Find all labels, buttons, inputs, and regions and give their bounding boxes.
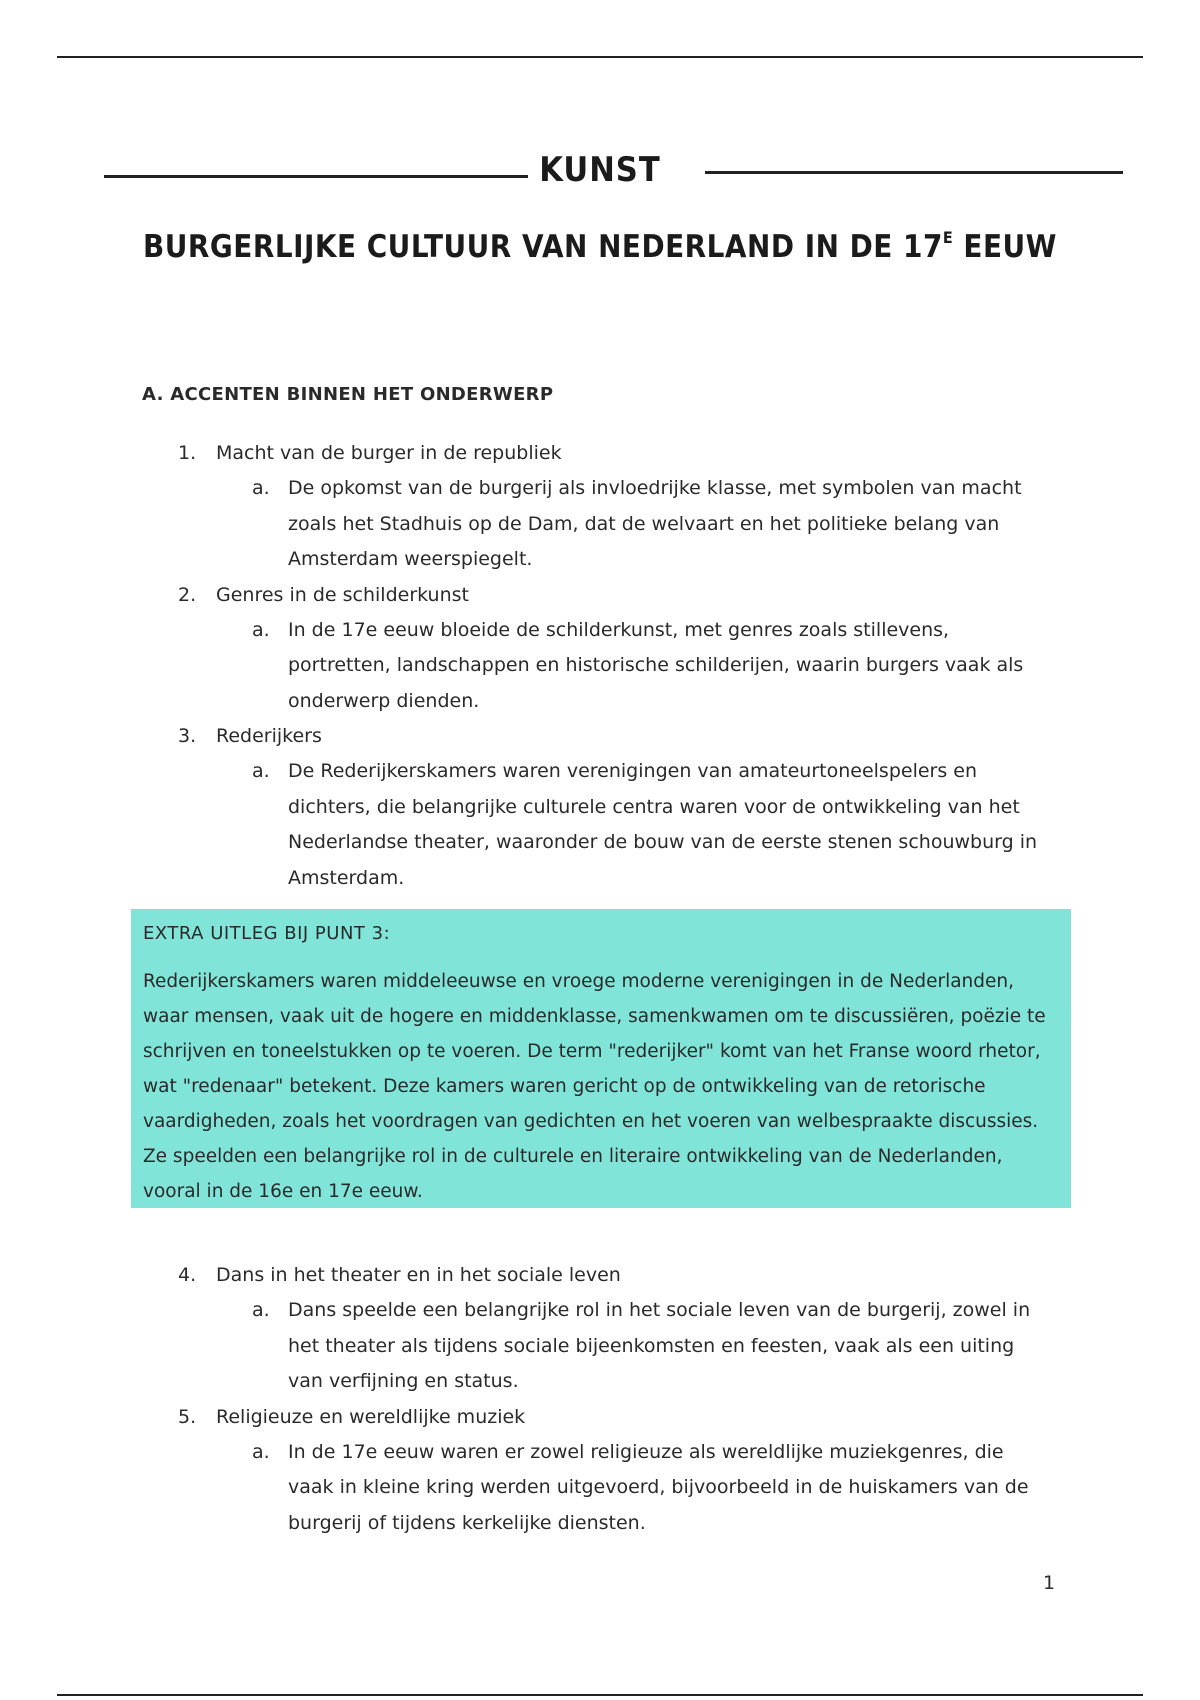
list-item [0,719,1200,754]
item-label: Macht van de burger in de republiek [216,442,562,464]
extra-explanation-title: EXTRA UITLEG BIJ PUNT 3: [143,923,391,944]
subtitle-end: EEUW [953,229,1057,265]
subtitle-main: BURGERLIJKE CULTUUR VAN NEDERLAND IN DE 17 [143,229,943,265]
item-number: 4. [178,1264,197,1286]
page-number: 1 [1043,1572,1056,1594]
topic-list-part-1 [0,436,1200,896]
item-label: Rederijkers [216,725,322,747]
sub-item-text: In de 17e eeuw bloeide de schilderkunst, met genres zoals stillevens, portretten, landschappen en historische schilderijen, waarin burgers vaak als onderwerp dienden. [288,618,1024,712]
top-divider [57,56,1143,58]
item-label: Genres in de schilderkunst [216,583,469,606]
topic-list-part-2 [0,1258,1200,1541]
sub-item-text: Dans speelde een belangrijke rol in het sociale leven van de burgerij, zowel in het theater als tijdens sociale bijeenkomsten en feesten, vaak als een uiting van verfijning en status. [288,1299,1031,1392]
sub-item-letter: a. [252,1440,270,1463]
sub-item [0,1435,1200,1542]
list-item [0,436,1200,471]
sub-item-text: In de 17e eeuw waren er zowel religieuze als wereldlijke muziekgenres, die vaak in kleine kring werden uitgevoerd, bijvoorbeeld in de huiskamers van de burgerij of tijdens kerkelijke diensten. [288,1440,1029,1534]
item-number: 3. [178,725,197,747]
sub-item-text: De opkomst van de burgerij als invloedrijke klasse, met symbolen van macht zoals het Stadhuis op de Dam, dat de welvaart en het politieke belang van Amsterdam weerspiegelt. [288,477,1022,570]
sub-item-letter: a. [252,618,270,641]
list-item [0,1258,1200,1293]
item-label: Religieuze en wereldlijke muziek [216,1405,526,1428]
extra-explanation-text: Rederijkerskamers waren middeleeuwse en vroege moderne verenigingen in de Nederlanden, waar mensen, vaak uit de hogere en middenklasse, samenkwamen om te discussiëren, poëzie te schrijven en toneelstukken op te voeren. De term "rederijker" komt van het Franse woord rhetor, wat "redenaar" betekent. Deze kamers waren gericht op de ontwikkeling van de retorische vaardigheden, zoals het voordragen van gedichten en het voeren van welbespraakte discussies. Ze speelden een belangrijke rol in de culturele en literaire ontwikkeling van de Nederlanden, vooral in de 16e en 17e eeuw. [143,971,1046,1202]
section-heading: A. ACCENTEN BINNEN HET ONDERWERP [142,384,554,405]
page-subtitle [0,228,1200,265]
sub-item [0,613,1200,720]
subtitle-superscript: E [942,228,954,247]
sub-item [0,1293,1200,1400]
sub-item [0,754,1200,896]
sub-item-letter: a. [252,477,270,499]
sub-item-letter: a. [252,1299,270,1321]
bottom-divider [57,1694,1143,1696]
page-title: KUNST [539,150,661,190]
item-label: Dans in het theater en in het sociale leven [216,1264,621,1286]
list-item [0,578,1200,613]
extra-explanation-box [131,909,1071,1208]
sub-item [0,471,1200,578]
sub-item-letter: a. [252,760,270,782]
item-number: 5. [178,1405,197,1428]
sub-item-text: De Rederijkerskamers waren verenigingen van amateurtoneelspelers en dichters, die belangrijke culturele centra waren voor de ontwikkeling van het Nederlandse theater, waaronder de bouw van de eerste stenen schouwburg in Amsterdam. [288,760,1038,889]
item-number: 1. [178,442,197,464]
item-number: 2. [178,583,197,606]
list-item [0,1400,1200,1435]
